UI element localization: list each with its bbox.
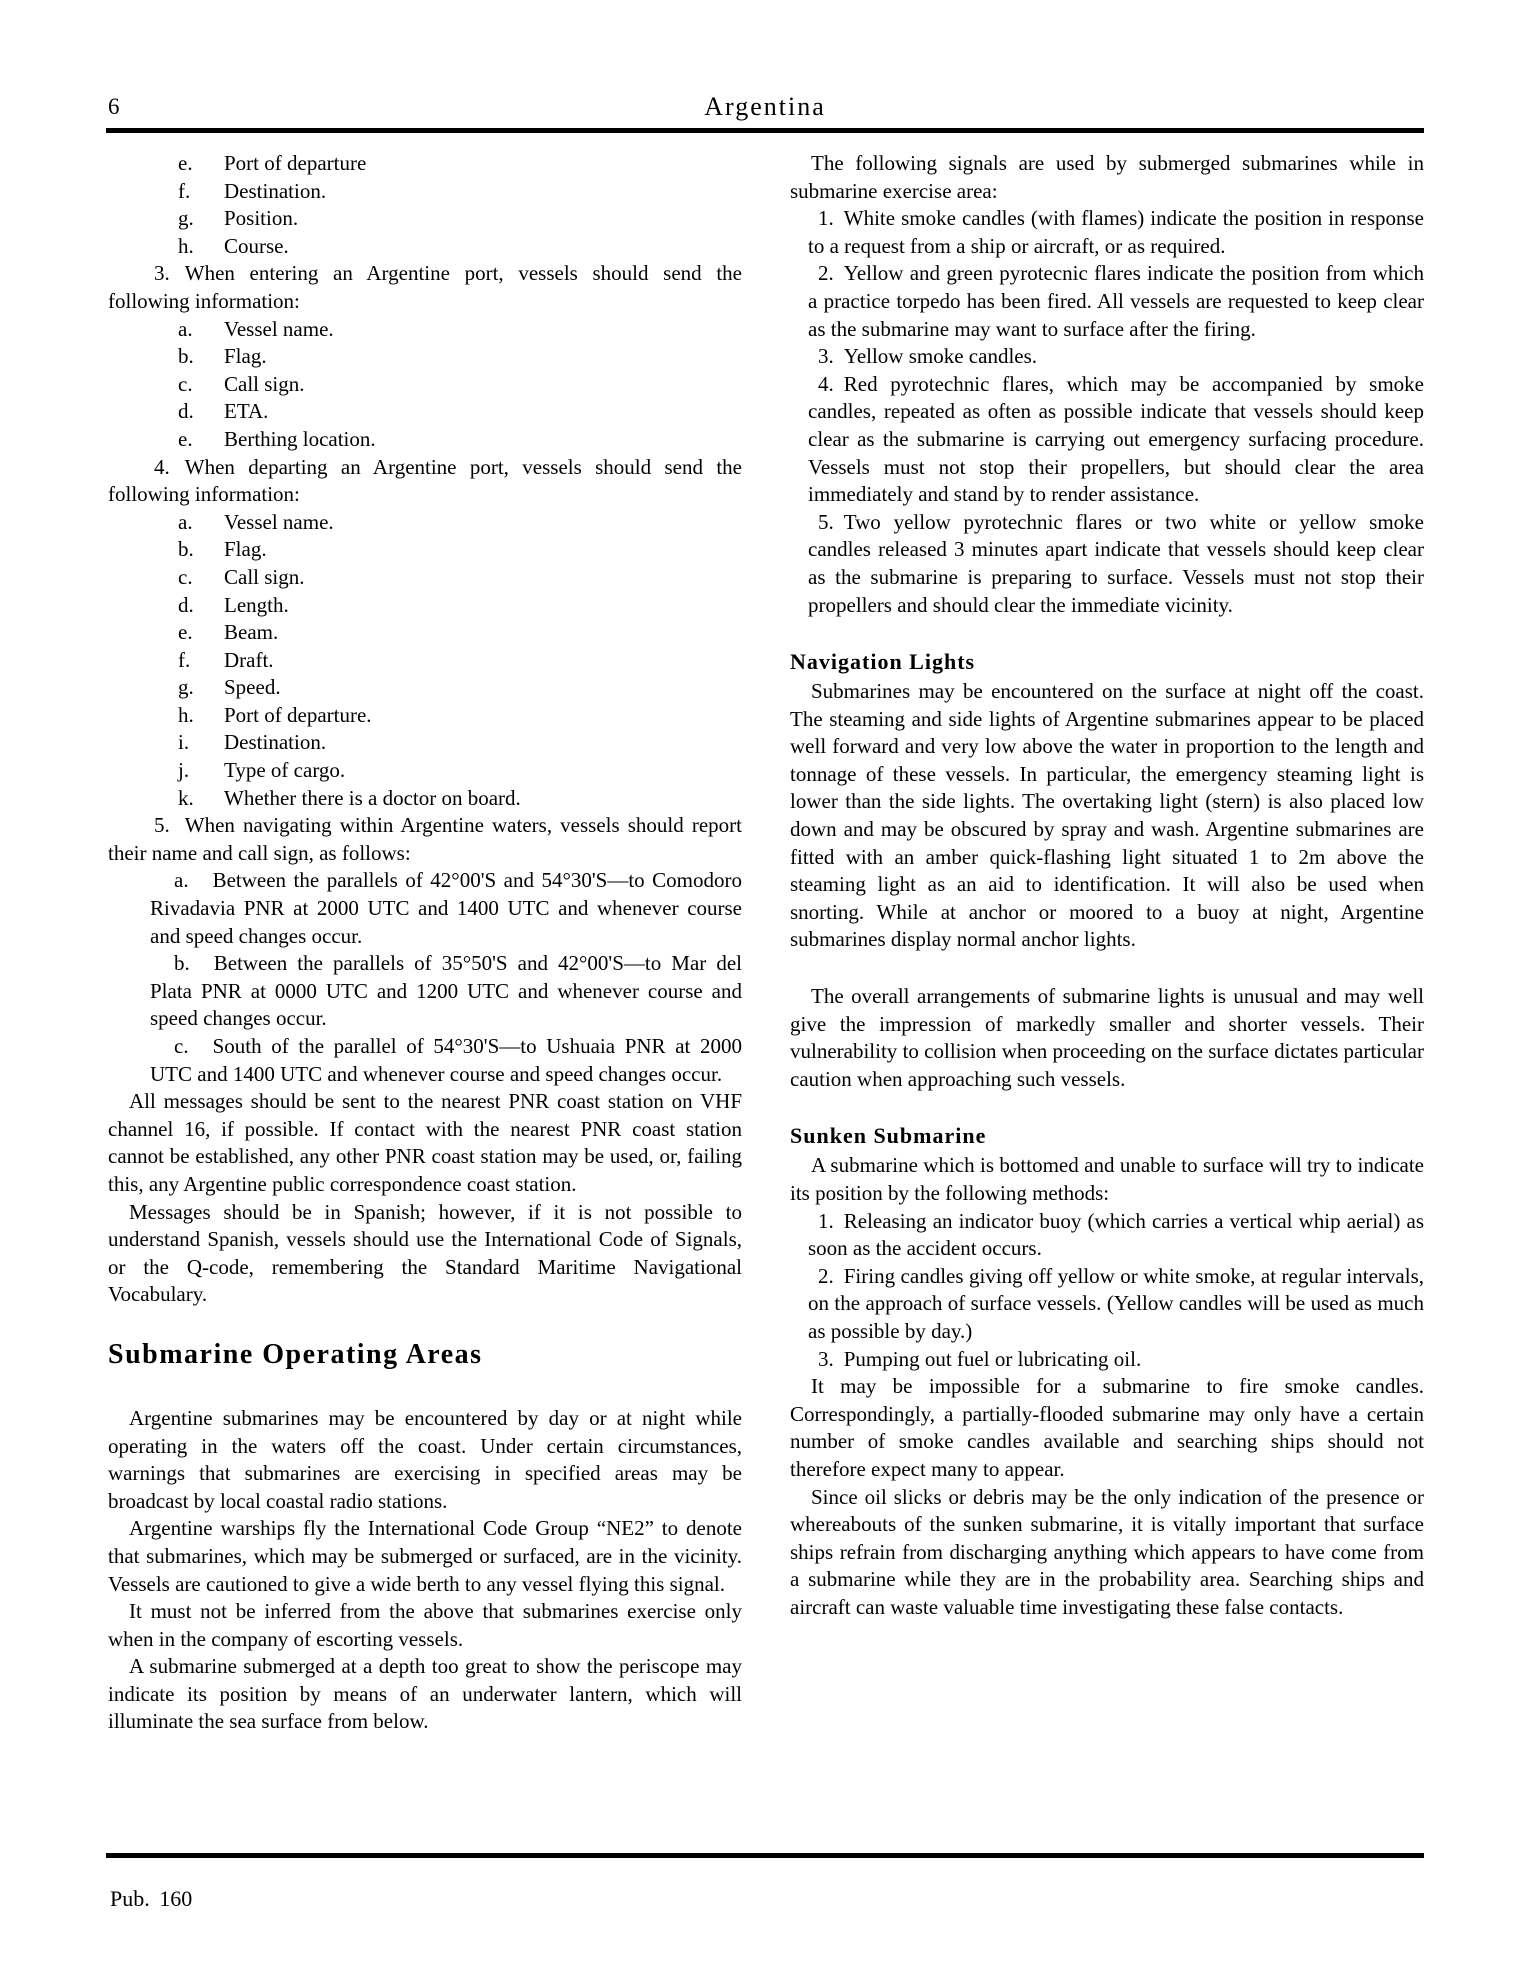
list-marker: 1. [818, 1208, 834, 1233]
paragraph-text: Releasing an indicator buoy (which carries a vertical whip aerial) as soon as the accident occurs. [808, 1208, 1424, 1261]
list-marker: g. [178, 675, 194, 700]
list-item [108, 536, 742, 564]
list-item-text: Destination. [224, 178, 327, 203]
list-marker: g. [178, 206, 194, 231]
list-item [108, 343, 742, 371]
list-marker: j. [178, 758, 190, 783]
paragraph: The following signals are used by submerged submarines while in submarine exercise area: [790, 151, 1424, 203]
section-heading: Submarine Operating Areas [108, 1338, 483, 1370]
list-item [108, 426, 742, 454]
paragraph: It must not be inferred from the above that submarines exercise only when in the company of escorting vessels. [108, 1599, 742, 1651]
list-marker: b. [178, 537, 194, 562]
list-marker: c. [178, 371, 193, 396]
list-item-text: Vessel name. [224, 509, 334, 534]
list-item-text: Destination. [224, 730, 327, 755]
list-marker: 5. [154, 813, 170, 838]
paragraph-text: Firing candles giving off yellow or white smoke, at regular intervals, on the approach of surface vessels. (Yellow candles will be used as much as possible by day.) [808, 1263, 1424, 1343]
list-item-text: Whether there is a doctor on board. [224, 785, 521, 810]
list-item [108, 316, 742, 344]
paragraph-text: Between the parallels of 35°50'S and 42°00'S—to Mar del Plata PNR at 0000 UTC and 1200 UTC and whenever course and speed changes occur. [150, 951, 742, 1031]
list-item [108, 674, 742, 702]
paragraph-text: Between the parallels of 42°00'S and 54°30'S—to Comodoro Rivadavia PNR at 2000 UTC and 1400 UTC and whenever course and speed changes occur. [150, 868, 742, 948]
list-item [108, 233, 742, 261]
paragraph [108, 260, 742, 315]
numbered-item [808, 343, 1424, 371]
list-marker: d. [178, 592, 194, 617]
paragraph-text: Yellow smoke candles. [843, 344, 1038, 369]
paragraph-text: Yellow and green pyrotecnic flares indicate the position from which a practice torpedo has been fired. All vessels are requested to keep clear as the submarine may want to surface after the firing. [808, 261, 1424, 341]
paragraph: Argentine warships fly the International Code Group “NE2” to denote that submarines, which may be submerged or surfaced, are in the vicinity. Vessels are cautioned to give a wide berth to any vessel flying this signal. [108, 1516, 742, 1596]
list-item-text: Type of cargo. [224, 758, 346, 783]
numbered-item [808, 371, 1424, 509]
left-column [108, 150, 742, 1736]
list-item-text: Berthing location. [224, 426, 376, 451]
list-item [108, 371, 742, 399]
list-item-text: Speed. [224, 675, 281, 700]
paragraph: Argentine submarines may be encountered by day or at night while operating in the waters off the coast. Under certain circumstances, warnings that submarines are exercising in specified areas may be broadcast by local coastal radio stations. [108, 1405, 742, 1513]
list-marker: a. [174, 868, 189, 893]
paragraph-text: When departing an Argentine port, vessels should send the following information: [108, 454, 742, 507]
list-item-text: Port of departure. [224, 702, 372, 727]
list-item [108, 757, 742, 785]
list-marker: k. [178, 785, 194, 810]
page-title: Argentina [704, 92, 826, 121]
list-marker: e. [178, 426, 193, 451]
sub-paragraph [150, 950, 742, 1033]
text-columns [108, 150, 1424, 1736]
list-marker: i. [178, 730, 190, 755]
paragraph [108, 454, 742, 509]
paragraph-text: Red pyrotechnic flares, which may be accompanied by smoke candles, repeated as often as possible indicate that vessels should keep clear as the submarine is carrying out emergency surfacing procedure. Vessels must not stop their propellers, but should clear the area immediately and stand by to render assistance. [808, 371, 1424, 507]
paragraph-text: South of the parallel of 54°30'S—to Ushuaia PNR at 2000 UTC and 1400 UTC and whenever course and speed changes occur. [150, 1034, 742, 1086]
list-item-text: ETA. [224, 399, 269, 424]
list-item [108, 398, 742, 426]
list-item [108, 564, 742, 592]
list-item [108, 729, 742, 757]
list-marker: d. [178, 399, 194, 424]
list-item [108, 205, 742, 233]
list-marker: f. [178, 647, 191, 672]
list-marker: c. [178, 564, 193, 589]
header-rule [106, 128, 1424, 133]
list-item-text: Course. [224, 233, 289, 258]
paragraph: The overall arrangements of submarine lights is unusual and may well give the impression of markedly smaller and shorter vessels. Their vulnerability to collision when proceeding on the surface dictates particular caution when approaching such vessels. [790, 984, 1424, 1091]
list-marker: 3. [818, 1346, 834, 1371]
paragraph-text: Two yellow pyrotechnic flares or two white or yellow smoke candles released 3 minutes apart indicate that vessels should keep clear as the submarine is preparing to surface. Vessels must not stop their propellers and should clear the immediate vicinity. [808, 509, 1424, 617]
list-marker: a. [178, 509, 193, 534]
paragraph: Messages should be in Spanish; however, if it is not possible to understand Spanish, vessels should use the International Code of Signals, or the Q-code, remembering the Standard Maritime Navigational Vocabulary. [108, 1199, 742, 1307]
paragraph: It may be impossible for a submarine to fire smoke candles. Correspondingly, a partially-flooded submarine may only have a certain number of smoke candles available and searching ships should not therefore expect many to appear. [790, 1374, 1424, 1481]
paragraph: A submarine submerged at a depth too great to show the periscope may indicate its position by means of an underwater lantern, which will illuminate the sea surface from below. [108, 1654, 742, 1734]
footer-pub-number: Pub. 160 [110, 1886, 193, 1911]
list-item-text: Position. [224, 206, 299, 231]
list-item [108, 592, 742, 620]
paragraph [108, 812, 742, 867]
list-marker: e. [178, 620, 193, 645]
list-marker: 2. [818, 1263, 834, 1288]
list-item-text: Flag. [224, 344, 267, 369]
numbered-item [808, 509, 1424, 619]
list-marker: 5. [818, 509, 834, 534]
list-item [108, 647, 742, 675]
list-marker: 1. [818, 206, 834, 231]
sub-paragraph [150, 1033, 742, 1088]
list-item [108, 178, 742, 206]
paragraph-text: When entering an Argentine port, vessels should send the following information: [108, 261, 742, 313]
paragraph-text: Pumping out fuel or lubricating oil. [843, 1346, 1142, 1371]
list-item-text: Call sign. [224, 371, 305, 396]
list-item [108, 702, 742, 730]
list-marker: c. [174, 1034, 189, 1058]
page-header [106, 92, 1424, 128]
list-item [108, 150, 742, 178]
right-column [790, 150, 1424, 1736]
footer-rule [106, 1853, 1424, 1858]
page-number: 6 [108, 94, 120, 119]
list-marker: h. [178, 233, 194, 258]
numbered-item [808, 1346, 1424, 1374]
subsection-heading: Sunken Submarine [790, 1123, 987, 1149]
list-marker: f. [178, 178, 191, 203]
paragraph: All messages should be sent to the nearest PNR coast station on VHF channel 16, if possible. If contact with the nearest PNR coast station cannot be established, any other PNR coast station may be used, or, failing this, any Argentine public correspondence coast station. [108, 1089, 742, 1196]
list-marker: 2. [818, 261, 834, 286]
list-marker: a. [178, 316, 193, 341]
paragraph: A submarine which is bottomed and unable to surface will try to indicate its position by the following methods: [790, 1153, 1424, 1205]
numbered-item [808, 1263, 1424, 1346]
paragraph: Since oil slicks or debris may be the only indication of the presence or whereabouts of the sunken submarine, it is vitally important that surface ships refrain from discharging anything which appears to have come from a submarine while they are in the probability area. Searching ships and aircraft can waste valuable time investigating these false contacts. [790, 1484, 1424, 1619]
list-item-text: Call sign. [224, 564, 305, 589]
list-marker: e. [178, 151, 193, 175]
numbered-item [808, 205, 1424, 260]
list-item [108, 619, 742, 647]
numbered-item [808, 1208, 1424, 1263]
paragraph-text: White smoke candles (with flames) indicate the position in response to a request from a ship or aircraft, or as required. [808, 206, 1424, 258]
list-item [108, 509, 742, 537]
list-marker: h. [178, 702, 194, 727]
paragraph: Submarines may be encountered on the surface at night off the coast. The steaming and side lights of Argentine submarines appear to be placed well forward and very low above the water in proportion to the length and tonnage of these vessels. In particular, the emergency steaming light is lower than the side lights. The overtaking light (stern) is also placed low down and may be obscured by spray and wash. Argentine submarines are fitted with an amber quick-flashing light situated 1 to 2m above the steaming light as an aid to identification. It will also be used when snorting. While at anchor or moored to a buoy at night, Argentine submarines display normal anchor lights. [790, 679, 1424, 952]
list-marker: 3. [154, 261, 170, 286]
paragraph-text: When navigating within Argentine waters, vessels should report their name and call sign, as follows: [108, 813, 742, 865]
list-marker: b. [178, 344, 194, 369]
list-item-text: Beam. [224, 620, 279, 645]
list-marker: 3. [818, 344, 834, 369]
numbered-item [808, 260, 1424, 343]
list-item [108, 785, 742, 813]
list-marker: b. [174, 951, 190, 976]
list-item-text: Length. [224, 592, 289, 617]
sub-paragraph [150, 867, 742, 950]
list-item-text: Flag. [224, 537, 267, 562]
subsection-heading: Navigation Lights [790, 649, 976, 675]
list-marker: 4. [818, 371, 834, 396]
list-item-text: Port of departure [224, 151, 367, 175]
list-marker: 4. [154, 454, 170, 479]
list-item-text: Vessel name. [224, 316, 334, 341]
list-item-text: Draft. [224, 647, 274, 672]
